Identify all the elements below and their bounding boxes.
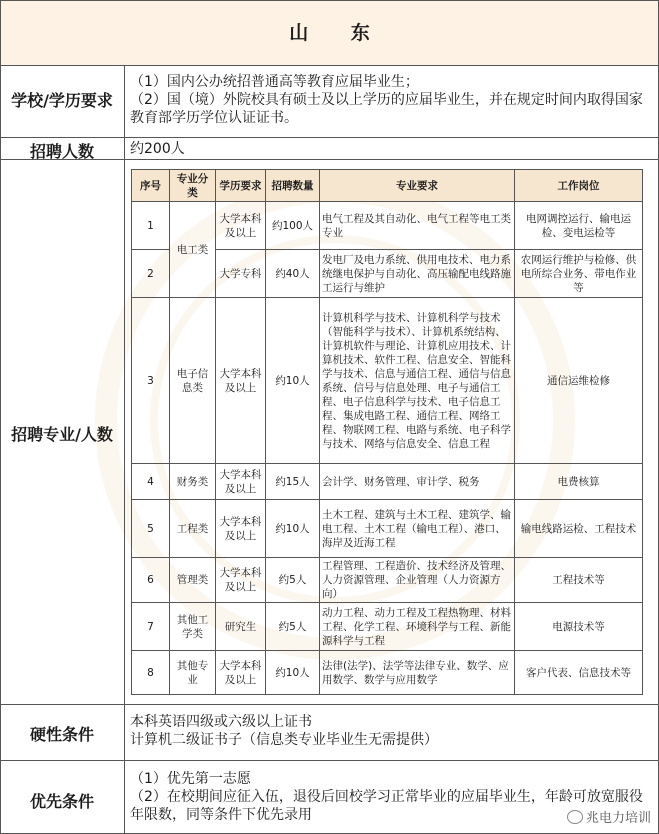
header-position: 工作岗位 [515,170,643,202]
school-line-1: （1）国内公办统招普通高等教育应届毕业生； [130,74,419,90]
cell-position: 工程技术等 [515,558,643,603]
cell-education: 大学本科及以上 [216,298,266,464]
cell-education: 大学本科及以上 [216,651,266,695]
hard-line-1: 本科英语四级或六级以上证书 [130,714,312,730]
cell-quantity: 约15人 [266,464,320,500]
priority-label: 优先条件 [29,792,94,811]
cell-no: 6 [132,558,170,603]
priority-line-1: （1）优先第一志愿 [130,771,251,787]
cell-position: 电费核算 [515,464,643,500]
cell-position: 输电线路运检、工程技术 [515,500,643,558]
cell-quantity: 约10人 [266,500,320,558]
cell-category: 电工类 [170,202,216,298]
table-row [132,651,643,695]
header-requirement: 专业要求 [320,170,515,202]
count-value: 约200人 [130,141,185,157]
cell-education: 大学专科 [216,250,266,298]
title-row [0,0,659,65]
cell-no: 1 [132,202,170,250]
cell-education: 大学本科及以上 [216,464,266,500]
cell-position: 客户代表、信息技术等 [515,651,643,695]
school-line-2: （2）国（境）外院校具有硕士及以上学历的应届毕业生，并在规定时间内取得国家教育部学历学位认证证书。 [130,92,643,126]
cell-education: 研究生 [216,603,266,651]
page-title: 山 东 [289,22,388,44]
cell-requirement: 动力工程、动力工程及工程热物理、材料工程、化学工程、环境科学与工程、新能源科学与工程 [320,603,515,651]
school-content [130,73,653,127]
header-quantity: 招聘数量 [266,170,320,202]
table-row [132,558,643,603]
cell-requirement: 土木工程、建筑与土木工程、建筑学、输电工程、土木工程（输电工程）、港口、海岸及近海工程 [320,500,515,558]
cell-position: 通信运维检修 [515,298,643,464]
cell-position: 电源技术等 [515,603,643,651]
cell-no: 8 [132,651,170,695]
priority-row [0,760,659,834]
table-header-row [132,170,643,202]
cell-category: 其他工学类 [170,603,216,651]
column-divider [124,65,125,834]
cell-requirement: 会计学、财务管理、审计学、税务 [320,464,515,500]
hard-content [130,713,653,749]
cell-quantity: 约10人 [266,651,320,695]
hard-line-2: 计算机二级证书子（信息类专业毕业生无需提供） [130,732,438,748]
header-category: 专业分类 [170,170,216,202]
cell-requirement: 发电厂及电力系统、供用电技术、电力系统继电保护与自动化、高压输配电线路施工运行与维护 [320,250,515,298]
priority-line-2: （2）在校期间应征入伍，退役后回校学习正常毕业的应届毕业生，年龄可放宽服役年限数，同等条件下优先录用 [130,789,643,823]
cell-position: 农网运行维护与检修、供电所综合业务、带电作业等 [515,250,643,298]
cell-requirement: 计算机科学与技术、计算机科学与技术（智能科学与技术）、计算机系统结构、计算机软件与理论、计算机应用技术、计算机技术、软件工程、信息安全、智能科学与技术、信息与通信工程、通信与信息系统、信号与信息处理、电子与通信工程、电子信息科学与技术、电子信息工程、集成电路工程、通信工程、网络工程、物联网工程、电路与系统、电子科学与技术、网络与信息安全、信息工程 [320,298,515,464]
cell-education: 大学本科及以上 [216,558,266,603]
cell-category: 财务类 [170,464,216,500]
table-row [132,298,643,464]
cell-quantity: 约5人 [266,558,320,603]
hard-row [0,704,659,760]
header-no: 序号 [132,170,170,202]
table-row [132,464,643,500]
left-border [0,0,1,834]
cell-requirement: 电气工程及其自动化、电气工程等电工类专业 [320,202,515,250]
cell-quantity: 约40人 [266,250,320,298]
cell-no: 7 [132,603,170,651]
school-row [0,65,659,137]
cell-education: 大学本科及以上 [216,202,266,250]
cell-quantity: 约5人 [266,603,320,651]
cell-category: 工程类 [170,500,216,558]
cell-education: 大学本科及以上 [216,500,266,558]
source-name: 兆电力培训 [585,811,651,826]
table-row [132,500,643,558]
wechat-icon [567,810,583,824]
count-row [0,137,659,159]
cell-no: 5 [132,500,170,558]
cell-category: 电子信息类 [170,298,216,464]
wechat-source-badge [565,807,653,826]
cell-quantity: 约100人 [266,202,320,250]
table-row [132,603,643,651]
cell-category: 管理类 [170,558,216,603]
cell-quantity: 约10人 [266,298,320,464]
cell-no: 2 [132,250,170,298]
cell-category: 其他专业 [170,651,216,695]
cell-no: 4 [132,464,170,500]
cell-position: 电网调控运行、输电运检、变电运检等 [515,202,643,250]
hard-label: 硬性条件 [29,725,94,744]
cell-requirement: 法律(法学)、法学等法律专业、数学、应用数学、数学与应用数学 [320,651,515,695]
school-label: 学校/学历要求 [11,91,113,110]
header-education: 学历要求 [216,170,266,202]
cell-no: 3 [132,298,170,464]
table-row [132,202,643,250]
majors-label: 招聘专业/人数 [11,425,113,444]
majors-table [131,169,643,695]
count-label: 招聘人数 [29,142,94,161]
cell-requirement: 工程管理、工程造价、技术经济及管理、人力资源管理、企业管理（人力资源方向） [320,558,515,603]
